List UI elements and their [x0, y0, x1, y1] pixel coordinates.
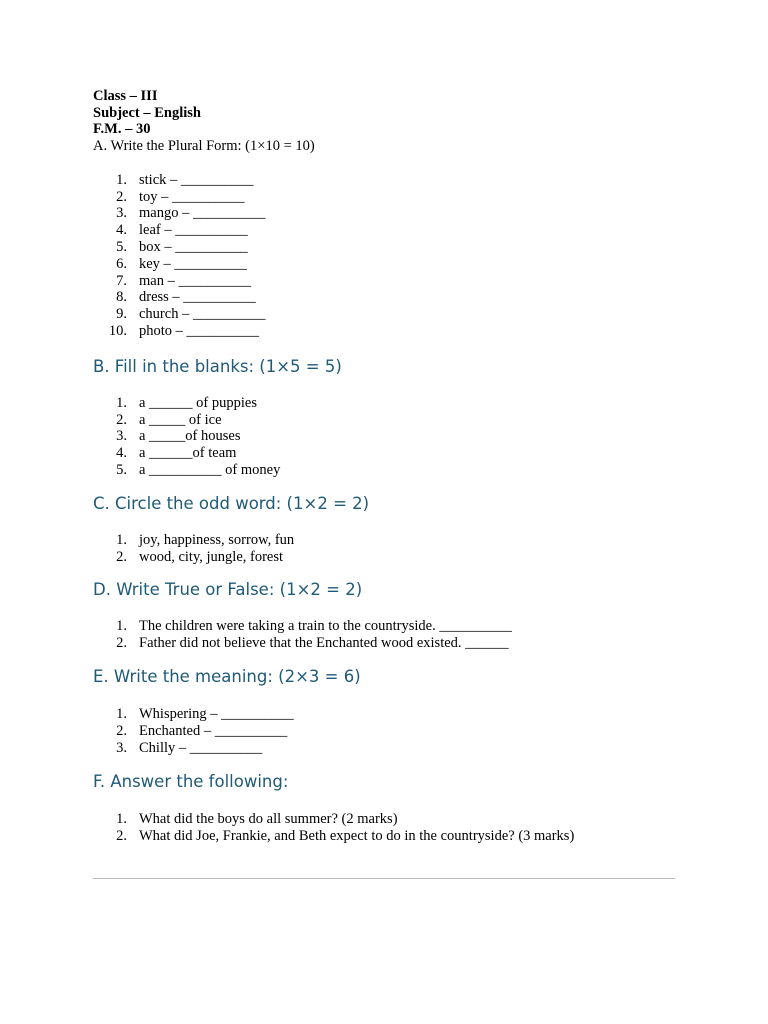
item-text: box – __________	[139, 239, 248, 255]
list-item	[93, 618, 675, 635]
section-a-title: A. Write the Plural Form: (1×10 = 10)	[93, 138, 315, 155]
list-item	[93, 239, 675, 256]
item-text: Enchanted – __________	[139, 722, 288, 739]
item-text: Father did not believe that the Enchanted wood existed. ______	[139, 635, 509, 652]
item-number: 2.	[116, 548, 127, 565]
item-text: dress – __________	[139, 289, 256, 306]
item-number: 2.	[116, 188, 127, 205]
item-number: 10.	[108, 322, 127, 339]
list-item	[93, 189, 675, 206]
list-item	[93, 445, 675, 462]
item-number: 1.	[116, 811, 127, 828]
full-marks-line: F.M. – 30	[93, 121, 151, 138]
item-number: 1.	[116, 531, 127, 548]
item-text: a _____ of ice	[139, 411, 222, 428]
list-item	[93, 256, 675, 273]
item-text: a _____of houses	[139, 428, 241, 445]
list-item	[93, 740, 675, 757]
list-item	[93, 205, 675, 222]
list-item	[93, 462, 675, 479]
item-number: 2.	[116, 722, 127, 739]
subject-line: Subject – English	[93, 104, 201, 121]
item-text: Whispering – __________	[139, 705, 294, 722]
item-text: joy, happiness, sorrow, fun	[139, 531, 295, 548]
list-item	[93, 549, 675, 566]
list-item	[93, 289, 675, 306]
list-item	[93, 706, 675, 723]
item-number: 3.	[116, 205, 127, 222]
list-item	[93, 828, 675, 845]
item-text: key – __________	[139, 255, 247, 272]
item-text: church – __________	[139, 306, 266, 323]
section-c-list	[93, 532, 675, 566]
item-number: 7.	[116, 272, 127, 289]
item-text: Chilly – __________	[139, 739, 263, 756]
footer-divider	[93, 878, 675, 879]
list-item	[93, 273, 675, 290]
item-text: What did Joe, Frankie, and Beth expect to do in the countryside? (3 marks)	[139, 828, 575, 845]
section-e-title: E. Write the meaning: (2×3 = 6)	[93, 666, 361, 686]
list-item	[93, 412, 675, 429]
item-number: 3.	[116, 428, 127, 445]
list-item	[93, 635, 675, 652]
item-text: What did the boys do all summer? (2 marks)	[139, 811, 398, 828]
item-number: 1.	[116, 618, 127, 635]
list-item	[93, 811, 675, 828]
item-number: 2.	[116, 635, 127, 652]
item-text: mango – __________	[139, 205, 266, 222]
item-number: 1.	[116, 171, 127, 188]
item-number: 4.	[116, 445, 127, 462]
section-d-title: D. Write True or False: (1×2 = 2)	[93, 580, 363, 600]
item-text: a ______ of puppies	[139, 394, 257, 411]
section-e-list	[93, 706, 675, 756]
list-item	[93, 306, 675, 323]
section-f-title: F. Answer the following:	[93, 772, 289, 792]
item-text: man – __________	[139, 272, 251, 289]
item-number: 2.	[116, 828, 127, 845]
list-item	[93, 395, 675, 412]
section-c-title: C. Circle the odd word: (1×2 = 2)	[93, 493, 370, 513]
list-item	[93, 172, 675, 189]
item-text: a ______of team	[139, 445, 237, 462]
item-number: 1.	[116, 705, 127, 722]
section-d-list	[93, 618, 675, 652]
item-text: The children were taking a train to the countryside. __________	[139, 618, 512, 635]
item-number: 4.	[116, 222, 127, 239]
section-a-list	[93, 172, 675, 340]
worksheet	[93, 88, 675, 845]
item-text: stick – __________	[139, 171, 254, 188]
list-item	[93, 428, 675, 445]
item-number: 2.	[116, 411, 127, 428]
item-number: 6.	[116, 255, 127, 272]
section-b-title: B. Fill in the blanks: (1×5 = 5)	[93, 356, 342, 376]
item-number: 5.	[116, 239, 127, 255]
list-item	[93, 532, 675, 549]
list-item	[93, 222, 675, 239]
item-text: toy – __________	[139, 188, 245, 205]
list-item	[93, 323, 675, 340]
section-f-list	[93, 811, 675, 845]
class-line: Class – III	[93, 88, 158, 104]
list-item	[93, 723, 675, 740]
item-number: 1.	[116, 394, 127, 411]
item-number: 5.	[116, 461, 127, 478]
section-b-list	[93, 395, 675, 479]
item-text: leaf – __________	[139, 222, 248, 239]
item-text: photo – __________	[139, 322, 260, 339]
item-text: a __________ of money	[139, 461, 281, 478]
item-text: wood, city, jungle, forest	[139, 548, 284, 565]
item-number: 8.	[116, 289, 127, 306]
item-number: 3.	[116, 739, 127, 756]
item-number: 9.	[116, 306, 127, 323]
